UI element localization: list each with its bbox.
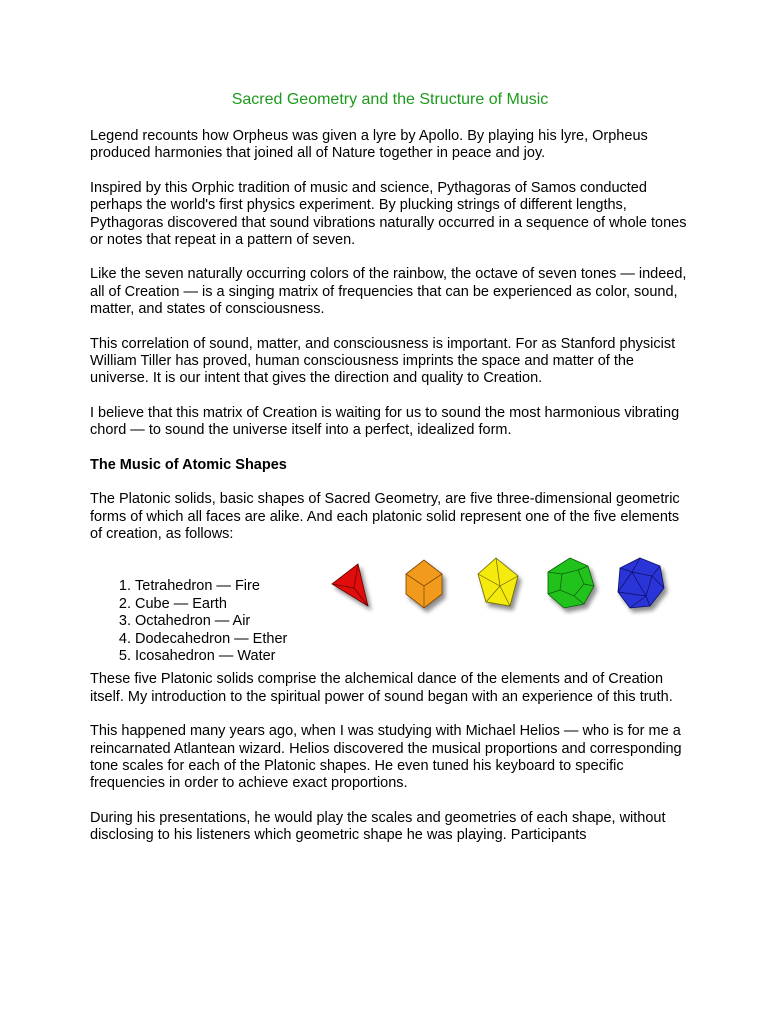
paragraph-consciousness: This correlation of sound, matter, and consciousness is important. For as Stanford physicist William Tiller has proved, human consciousness imprints the space and matter of the universe. It is our intent that gives the direction and quality to Creation. (90, 335, 676, 387)
paragraph-platonic: The Platonic solids, basic shapes of Sacred Geometry, are five three-dimensional geometric forms of which all faces are alike. And each platonic solid represent one of the five elements of creation, as follows: (90, 491, 680, 542)
section-heading: The Music of Atomic Shapes (90, 456, 287, 473)
list-item: 4. Dodecahedron — Ether (135, 631, 287, 648)
dodecahedron-icon (548, 558, 594, 608)
document-page (90, 90, 690, 862)
solids-list (90, 578, 287, 665)
list-item: 5. Icosahedron — Water (135, 648, 287, 665)
document-title: Sacred Geometry and the Structure of Music (231, 91, 549, 108)
cube-icon (406, 560, 442, 608)
solids-section (90, 560, 690, 664)
paragraph-pythagoras: Inspired by this Orphic tradition of music and science, Pythagoras of Samos conducted perhaps the world's first physics experiment. By plucking strings of different lengths, Pythagoras discovered that sound vibrations naturally occurred in a sequence of whole tones or notes that repeat in a pattern of seven. (90, 179, 687, 249)
tetrahedron-icon (332, 564, 368, 606)
paragraph-alchemical: These five Platonic solids comprise the alchemical dance of the elements and of Creation itself. My introduction to the spiritual power of sound began with an experience of this truth. (90, 671, 673, 705)
icosahedron-icon (618, 558, 664, 608)
paragraph-orpheus: Legend recounts how Orpheus was given a lyre by Apollo. By playing his lyre, Orpheus produced harmonies that joined all of Nature together in peace and joy. (90, 128, 648, 162)
list-item: 2. Cube — Earth (135, 596, 287, 613)
paragraph-presentations: During his presentations, he would play the scales and geometries of each shape, without disclosing to his listeners which geometric shape he was playing. Participants (90, 809, 666, 844)
platonic-solids-illustration (326, 550, 676, 620)
octahedron-icon (478, 558, 518, 606)
list-item: 1. Tetrahedron — Fire (135, 578, 287, 595)
paragraph-rainbow: Like the seven naturally occurring colors of the rainbow, the octave of seven tones — indeed, all of Creation — is a singing matrix of frequencies that can be experienced as color, sound, matter, and states of consciousness. (90, 266, 687, 318)
paragraph-helios: This happened many years ago, when I was studying with Michael Helios — who is for me a reincarnated Atlantean wizard. Helios discovered the musical proportions and corresponding tone scales for each of the Platonic shapes. He even tuned his keyboard to specific frequencies in order to achieve exact proportions. (90, 723, 682, 792)
list-item: 3. Octahedron — Air (135, 613, 287, 630)
paragraph-matrix: I believe that this matrix of Creation is waiting for us to sound the most harmonious vibrating chord — to sound the universe itself into a perfect, idealized form. (90, 404, 680, 439)
